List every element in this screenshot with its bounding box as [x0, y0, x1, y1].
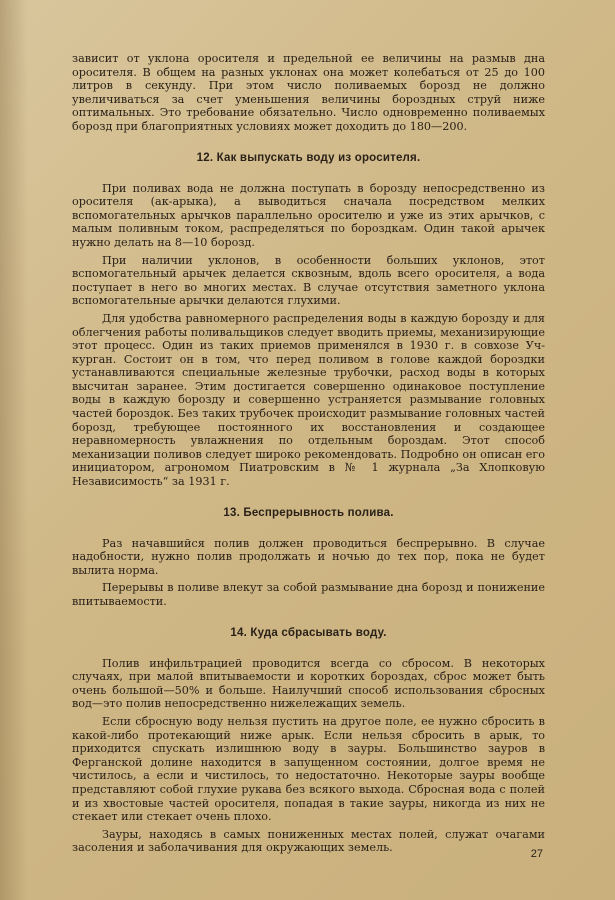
section-13-paragraph-2: Перерывы в поливе влекут за собой размывание дна борозд и понижение впитываемости.	[72, 581, 545, 608]
section-12-paragraph-2: При наличии уклонов, в особенности больших уклонов, этот вспомогательный арычек делается сквозным, вдоль всего оросителя, а вода поступает в него во многих местах. В случае отсутствия заметного уклона вспомогательные арычки делаются глухими.	[72, 253, 545, 308]
section-14-heading: 14. Куда сбрасывать воду.	[230, 626, 387, 639]
section-13-heading: 13. Беспрерывность полива.	[223, 506, 394, 519]
section-14-paragraph-1: Полив инфильтрацией проводится всегда со сбросом. В некоторых случаях, при малой впитываемости и коротких бороздах, сброс может быть очень большой—50% и больше. Наилучший способ использования сбросных вод—это полив непосредственно нижележащих земель.	[72, 656, 545, 711]
intro-paragraph: зависит от уклона оросителя и предельной ее величины на размыв дна оросителя. В общем на разных уклонах она может колебаться от 25 до 100 литров в секунду. При этом число поливаемых борозд не должно увеличиваться за счет уменьшения величины бороздных струй ниже оптимальных. Это требование обязательно. Число одновременно поливаемых борозд при благоприятных условиях может доходить до 180—200.	[72, 52, 545, 133]
section-12-heading: 12. Как выпускать воду из оросителя.	[196, 151, 421, 164]
section-14-paragraph-3: Зауры, находясь в самых пониженных местах полей, служат очагами засоления и заболачивания для окружающих земель.	[72, 827, 545, 855]
section-12-paragraph-1: При поливах вода не должна поступать в борозду непосредственно из оросителя (ак-арыка), а выводиться сначала посредством мелких вспомогательных арычков параллельно оросителю и уже из этих арычков, с малым поливным током, распределяться по бороздкам. Один такой арычек нужно делать на 8—10 борозд.	[72, 181, 545, 249]
section-12-paragraph-3: Для удобства равномерного распределения воды в каждую борозду и для облегчения работы поливальщиков следует вводить приемы, механизирующие этот процесс. Один из таких приемов применялся в 1930 г. в совхозе Уч-курган. Состоит он в том, что перед поливом в голове каждой бороздки устанавливаются специальные железные трубочки, расход воды в которых высчитан заранее. Этим достигается совершенно одинаковое поступление воды в каждую борозду и совершенно устраняется размывание головных частей бороздок. Без таких трубочек происходит размывание головных частей борозд, требующее постоянного их восстановления и создающее неравномерность увлажнения по отдельным бороздам. Этот способ механизации поливов следует широко рекомендовать. Подробно он описан его инициатором, агрономом Пиатровским в № 1 журнала „За Хлопковую Независимость“ за 1931 г.	[72, 311, 545, 489]
section-14-paragraph-2: Если сбросную воду нельзя пустить на другое поле, ее нужно сбросить в какой-либо протекающий ниже арык. Если нельзя сбросить в арык, то приходится спускать излишнюю воду в зауры. Большинство зауров в Ферганской долине находится в запущенном состоянии, долгое время не чистилось, а если и чистилось, то недостаточно. Некоторые зауры вообще представляют собой глухие рукава без всякого выхода. Сбросная вода с полей и из хвостовые частей оросителя, попадая в такие зауры, никогда из них не стекает или стекает очень плохо.	[72, 714, 545, 824]
page-number: 27	[530, 848, 543, 860]
section-13-paragraph-1: Раз начавшийся полив должен проводиться беспрерывно. В случае надобности, нужно полив продолжать и ночью до тех пор, пока не будет вылита норма.	[72, 536, 545, 577]
